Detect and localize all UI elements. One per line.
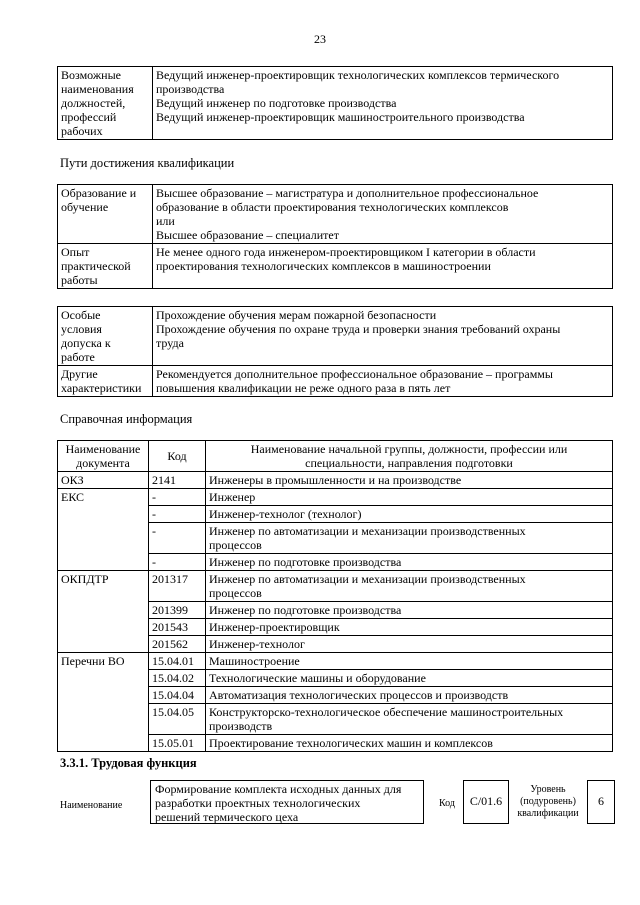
code-cell: 2141 [149,472,206,489]
education-label: Образование и обучение [58,185,153,244]
header-name: Наименование начальной группы, должности, профессии или специальности, направления подготовки [206,441,613,472]
reference-table [57,440,613,752]
code-cell: 15.04.05 [149,704,206,735]
code-cell: - [149,506,206,523]
reference-heading: Справочная информация [60,412,193,426]
name-cell: Автоматизация технологических процессов и производств [206,687,613,704]
code-cell: - [149,554,206,571]
table-row [58,472,613,489]
name-cell: Инженер по автоматизации и механизации производственных процессов [206,523,613,554]
name-cell: Технологические машины и оборудование [206,670,613,687]
code-cell: 201317 [149,571,206,602]
code-cell: - [149,489,206,506]
special-label: Особые условия допуска к работе [58,307,153,366]
code-cell: 15.04.04 [149,687,206,704]
document-cell: Перечни ВО [58,653,149,752]
special-row [58,307,613,366]
name-cell: Конструкторско-технологическое обеспечение машиностроительных производств [206,704,613,735]
name-cell: Инженер-проектировщик [206,619,613,636]
code-cell: 201562 [149,636,206,653]
other-label: Другие характеристики [58,366,153,397]
positions-values: Ведущий инженер-проектировщик технологических комплексов термического производства Ведущий инженер по подготовке производства Ведущий инженер-проектировщик машиностроительного производства [153,67,613,140]
code-cell: - [149,523,206,554]
document-cell: ЕКС [58,489,149,571]
experience-value: Не менее одного года инженером-проектировщиком I категории в области проектирования технологических комплексов в машиностроении [153,244,613,289]
name-cell: Машиностроение [206,653,613,670]
experience-row [58,244,613,289]
name-cell: Проектирование технологических машин и комплексов [206,735,613,752]
code-cell: 15.05.01 [149,735,206,752]
table-row [58,653,613,670]
conditions-table [57,306,613,397]
lf-code-label: Код [439,798,455,809]
table-row [58,571,613,602]
name-cell: Инженер [206,489,613,506]
header-code: Код [149,441,206,472]
code-cell: 201543 [149,619,206,636]
code-cell: 201399 [149,602,206,619]
labor-function-heading: 3.3.1. Трудовая функция [60,756,197,770]
positions-table [57,66,613,140]
lf-level-box: 6 [587,780,615,824]
name-cell: Инженер по подготовке производства [206,554,613,571]
education-row [58,185,613,244]
education-value: Высшее образование – магистратура и дополнительное профессиональное образование в области проектирования технологических комплексов или Высшее образование – специалитет [153,185,613,244]
table-row [58,489,613,506]
qualification-table [57,184,613,289]
code-cell: 15.04.02 [149,670,206,687]
lf-level-label: Уровень (подуровень) квалификации [517,784,579,819]
experience-label: Опыт практической работы [58,244,153,289]
page-number: 23 [314,32,326,46]
header-document: Наименование документа [58,441,149,472]
qualification-heading: Пути достижения квалификации [60,156,235,170]
reference-header-row [58,441,613,472]
lf-name-box: Формирование комплекта исходных данных для разработки проектных технологических решений термического цеха [150,780,424,824]
document-cell: ОКПДТР [58,571,149,653]
code-cell: 15.04.01 [149,653,206,670]
other-row [58,366,613,397]
lf-code-box: C/01.6 [463,780,509,824]
positions-label: Возможные наименования должностей, профессий рабочих [58,67,153,140]
name-cell: Инженер по автоматизации и механизации производственных процессов [206,571,613,602]
document-cell: ОКЗ [58,472,149,489]
name-cell: Инженеры в промышленности и на производстве [206,472,613,489]
name-cell: Инженер-технолог [206,636,613,653]
other-value: Рекомендуется дополнительное профессиональное образование – программы повышения квалификации не реже одного раза в пять лет [153,366,613,397]
special-value: Прохождение обучения мерам пожарной безопасности Прохождение обучения по охране труда и проверки знания требований охраны труда [153,307,613,366]
name-cell: Инженер-технолог (технолог) [206,506,613,523]
lf-name-label: Наименование [60,800,123,811]
name-cell: Инженер по подготовке производства [206,602,613,619]
